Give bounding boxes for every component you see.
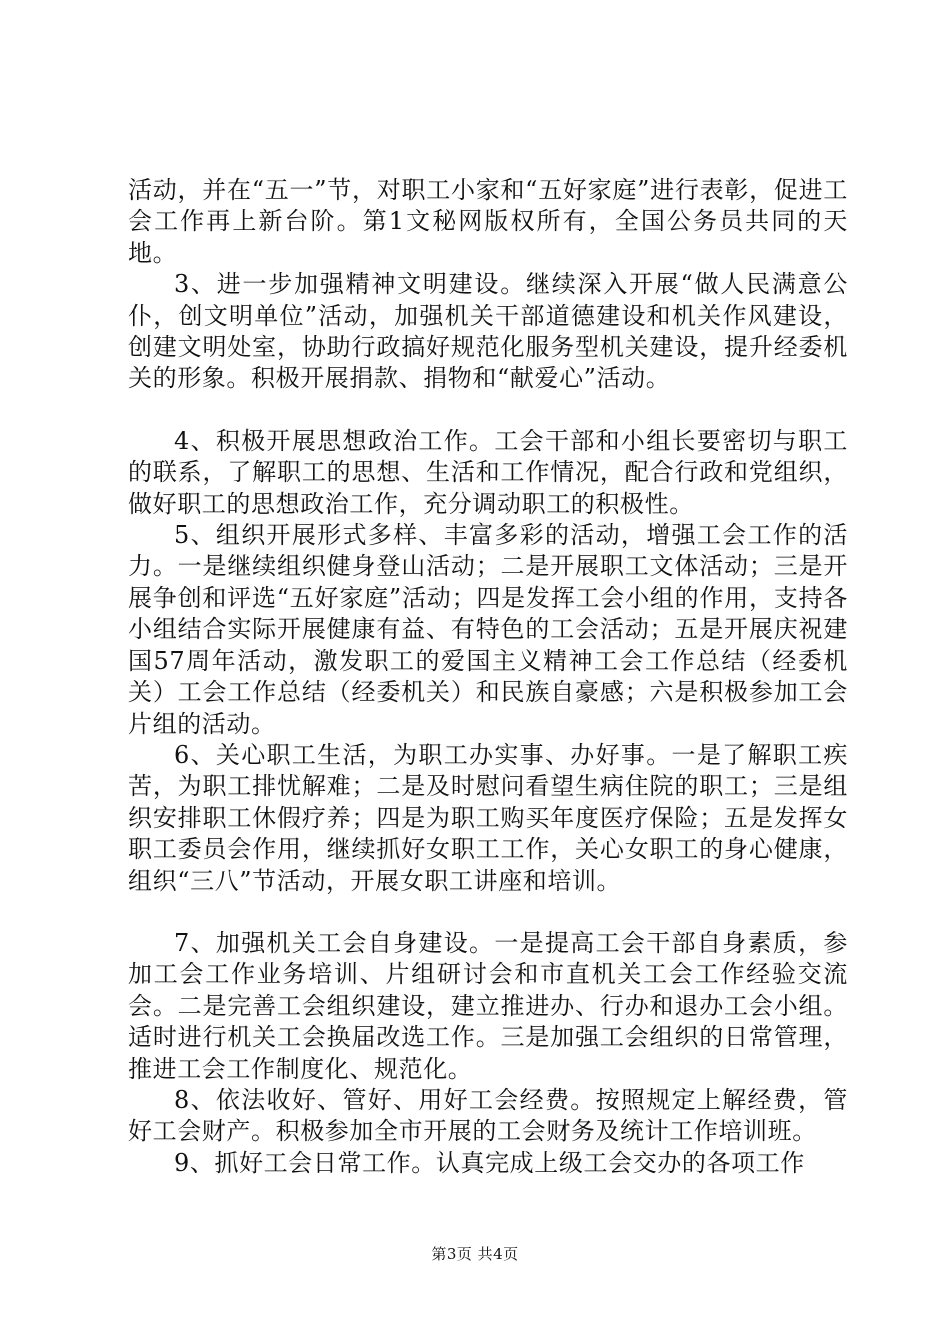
paragraph-item-5: 5、组织开展形式多样、丰富多彩的活动，增强工会工作的活力。一是继续组织健身登山活动；二是开展职工文体活动；三是开展争创和评选“五好家庭”活动；四是发挥工会小组的作用，支持各小组结合实际开展健康有益、有特色的工会活动；五是开展庆祝建国57周年活动，激发职工的爱国主义精神工会工作总结（经委机关）工会工作总结（经委机关）和民族自豪感；六是积极参加工会片组的活动。: [128, 521, 848, 738]
paragraph-continuation: 活动，并在“五一”节，对职工小家和“五好家庭”进行表彰，促进工会工作再上新台阶。第1文秘网版权所有，全国公务员共同的天地。: [128, 176, 848, 267]
document-body: [128, 175, 848, 1179]
paragraph-item-3: 3、进一步加强精神文明建设。继续深入开展“做人民满意公仆，创文明单位”活动，加强机关干部道德建设和机关作风建设，创建文明处室，协助行政搞好规范化服务型机关建设，提升经委机关的形象。积极开展捐款、捐物和“献爱心”活动。: [128, 270, 848, 393]
paragraph-item-4: 4、积极开展思想政治工作。工会干部和小组长要密切与职工的联系，了解职工的思想、生活和工作情况，配合行政和党组织，做好职工的思想政治工作，充分调动职工的积极性。: [128, 426, 848, 518]
paragraph-item-8: 8、依法收好、管好、用好工会经费。按照规定上解经费，管好工会财产。积极参加全市开展的工会财务及统计工作培训班。: [128, 1085, 848, 1146]
page-footer: 第3页 共4页: [431, 1245, 519, 1263]
paragraph-item-7: 7、加强机关工会自身建设。一是提高工会干部自身素质，参加工会工作业务培训、片组研讨会和市直机关工会工作经验交流会。二是完善工会组织建设，建立推进办、行办和退办工会小组。适时进行机关工会换届改选工作。三是加强工会组织的日常管理，推进工会工作制度化、规范化。: [128, 928, 848, 1083]
paragraph-item-6: 6、关心职工生活，为职工办实事、办好事。一是了解职工疾苦，为职工排忧解难；二是及时慰问看望生病住院的职工；三是组织安排职工休假疗养；四是为职工购买年度医疗保险；五是发挥女职工委员会作用，继续抓好女职工工作，关心女职工的身心健康，组织“三八”节活动，开展女职工讲座和培训。: [128, 740, 848, 895]
paragraph-item-9: 9、抓好工会日常工作。认真完成上级工会交办的各项工作: [174, 1148, 805, 1177]
